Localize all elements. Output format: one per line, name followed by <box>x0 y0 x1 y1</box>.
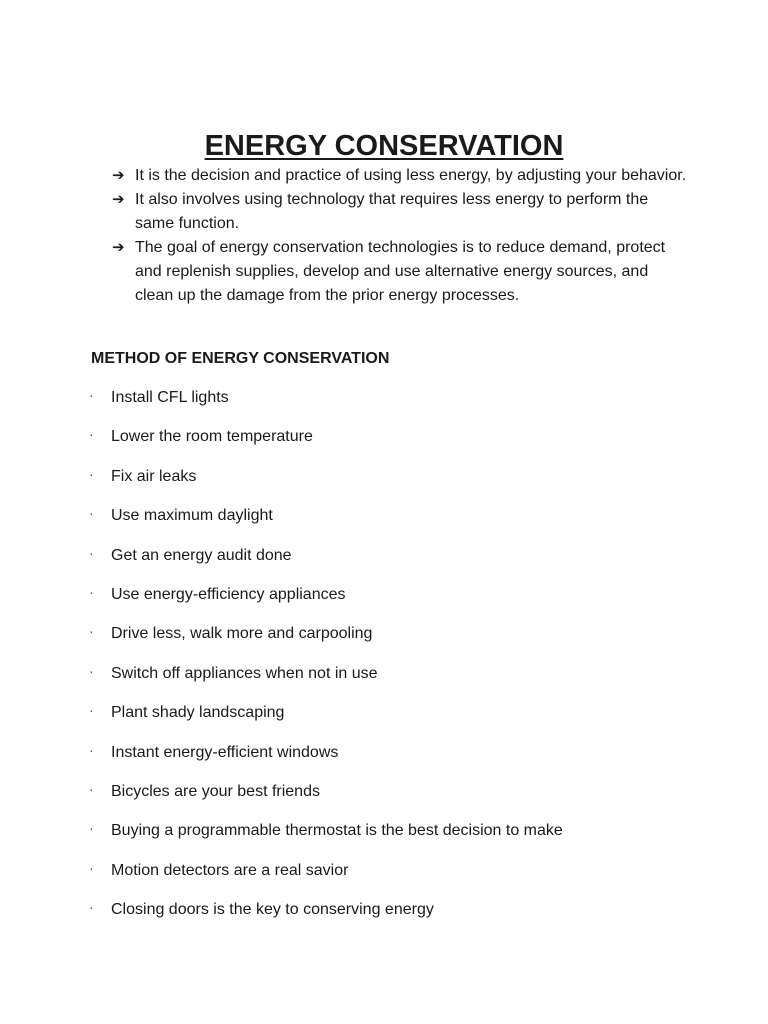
list-item-text: Lower the room temperature <box>111 428 313 446</box>
bullet-icon: · <box>89 505 94 522</box>
intro-point <box>108 188 688 236</box>
bullet-icon: · <box>89 544 94 561</box>
bullet-icon: · <box>89 780 94 797</box>
list-item-text: Closing doors is the key to conserving energy <box>111 901 434 919</box>
list-item-text: Motion detectors are a real savior <box>111 861 349 879</box>
list-item-text: Use maximum daylight <box>111 507 273 525</box>
list-item-text: Switch off appliances when not in use <box>111 664 378 682</box>
intro-point-text: It also involves using technology that requires less energy to perform the same function. <box>135 191 649 232</box>
list-item <box>89 503 689 542</box>
list-item <box>89 779 689 818</box>
list-item <box>89 661 689 700</box>
arrow-icon: ➔ <box>112 167 125 184</box>
bullet-icon: · <box>89 859 94 876</box>
intro-list <box>108 164 688 308</box>
bullet-icon: · <box>89 899 94 916</box>
arrow-icon: ➔ <box>112 191 125 208</box>
list-item <box>89 464 689 503</box>
list-item <box>89 582 689 621</box>
methods-list <box>89 385 689 936</box>
list-item <box>89 700 689 739</box>
list-item-text: Drive less, walk more and carpooling <box>111 625 373 643</box>
list-item-text: Instant energy-efficient windows <box>111 743 339 761</box>
section-heading: METHOD OF ENERGY CONSERVATION <box>91 350 390 367</box>
list-item-text: Plant shady landscaping <box>111 704 285 722</box>
bullet-icon: · <box>89 583 94 600</box>
list-item-text: Fix air leaks <box>111 467 197 485</box>
bullet-icon: · <box>89 623 94 640</box>
list-item <box>89 424 689 463</box>
intro-point-text: The goal of energy conservation technologies is to reduce demand, protect and replenish supplies, develop and use alternative energy sources, and clean up the damage from the prior energy processes. <box>135 239 666 304</box>
list-item <box>89 858 689 897</box>
list-item <box>89 818 689 857</box>
list-item <box>89 897 689 936</box>
intro-point-text: It is the decision and practice of using less energy, by adjusting your behavior. <box>135 167 687 184</box>
bullet-icon: · <box>89 820 94 837</box>
bullet-icon: · <box>89 662 94 679</box>
list-item <box>89 740 689 779</box>
list-item <box>89 543 689 582</box>
bullet-icon: · <box>89 465 94 482</box>
bullet-icon: · <box>89 426 94 443</box>
bullet-icon: · <box>89 702 94 719</box>
intro-point <box>108 164 688 188</box>
list-item <box>89 385 689 424</box>
bullet-icon: · <box>89 387 94 403</box>
arrow-icon: ➔ <box>112 239 125 256</box>
list-item <box>89 621 689 660</box>
list-item-text: Buying a programmable thermostat is the best decision to make <box>111 822 563 840</box>
intro-point <box>108 236 688 308</box>
bullet-icon: · <box>89 741 94 758</box>
list-item-text: Install CFL lights <box>111 389 229 406</box>
page-title: ENERGY CONSERVATION <box>204 130 564 163</box>
list-item-text: Use energy-efficiency appliances <box>111 585 346 603</box>
list-item-text: Bicycles are your best friends <box>111 782 320 800</box>
list-item-text: Get an energy audit done <box>111 546 292 564</box>
